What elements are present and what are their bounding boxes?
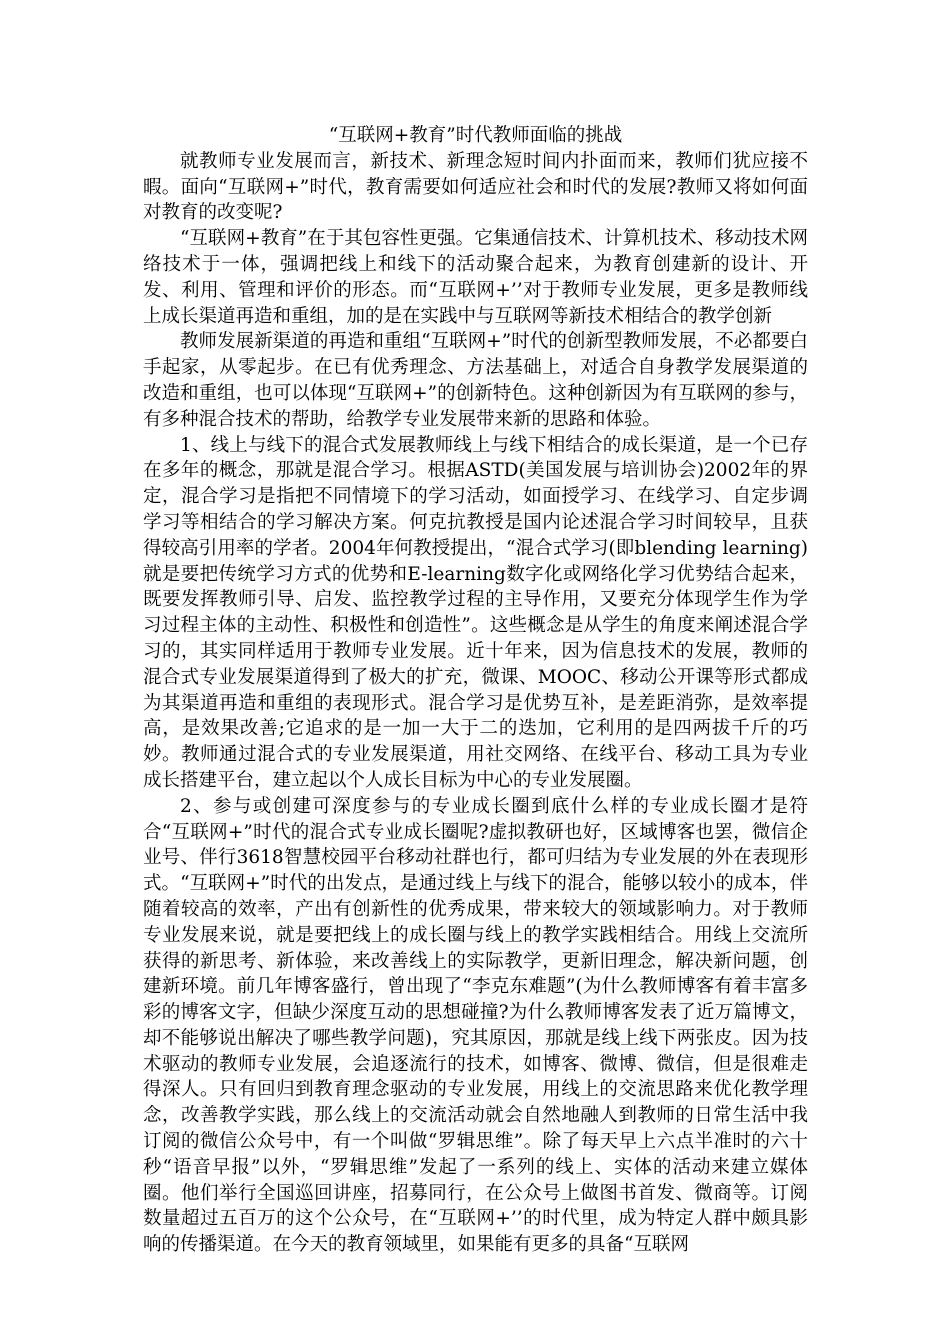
document-body (143, 123, 808, 1258)
paragraph-intro: 就教师专业发展而言，新技术、新理念短时间内扑面而来，教师们犹应接不暇。面向“互联网+”时代，教育需要如何适应社会和时代的发展?教师又将如何面对教育的改变呢? (143, 150, 808, 224)
document-title: “互联网+教育”时代教师面临的挑战 (328, 125, 623, 146)
paragraph-growth-circle: 2、参与或创建可深度参与的专业成长圈到底什么样的专业成长圈才是符合“互联网+”时代的混合式专业成长圈呢?虚拟教研也好，区域博客也罢，微信企业号、伴行3618智慧校园平台移动社群也行，都可归结为专业发展的外在表现形式。“互联网+”时代的出发点，是通过线上与线下的混合，能够以较小的成本，伴随着较高的效率，产出有创新性的优秀成果，带来较大的领域影响力。对于教师专业发展来说，就是要把线上的成长圈与线上的教学实践相结合。用线上交流所获得的新思考、新体验，来改善线上的实际教学，更新旧理念，解决新问题，创建新环境。前几年博客盛行，曾出现了“李克东难题”(为什么教师博客有着丰富多彩的博客文字，但缺少深度互动的思想碰撞?为什么教师博客发表了近万篇博文，却不能够说出解决了哪些教学问题)，究其原因，那就是线上线下两张皮。因为技术驱动的教师专业发展，会追逐流行的技术，如博客、微博、微信，但是很难走得深人。只有回归到教育理念驱动的专业发展，用线上的交流思路来优化教学理念，改善教学实践，那么线上的交流活动就会自然地融人到教师的日常生活中我订阅的微信公众号中，有一个叫做“罗辑思维”。除了每天早上六点半准时的六十秒“语音早报”以外，“罗辑思维”发起了一系列的线上、实体的活动来建立媒体圈。他们举行全国巡回讲座，招募同行，在公众号上做图书首发、微商等。订阅数量超过五百万的这个公众号，在“互联网+’’的时代里，成为特定人群中颇具影响的传播渠道。在今天的教育领域里，如果能有更多的具备“互联网 (143, 795, 808, 1256)
paragraph-internet-education: “互联网+教育”在于其包容性更强。它集通信技术、计算机技术、移动技术网络技术于一体，强调把线上和线下的活动聚合起来，为教育创建新的设计、开发、利用、管理和评价的形态。而“互联网+’’对于教师专业发展，更多是教师线上成长渠道再造和重组，加的是在实践中与互联网等新技术相结合的教学创新 (143, 228, 808, 327)
paragraph-blended-development: 1、线上与线下的混合式发展教师线上与线下相结合的成长渠道，是一个已存在多年的概念，那就是混合学习。根据ASTD(美国发展与培训协会)2002年的界定，混合学习是指把不同情境下的学习活动，如面授学习、在线学习、自定步调学习等相结合的学习解决方案。何克抗教授是国内论述混合学习时间较早，且获得较高引用率的学者。2004年何教授提出，“混合式学习(即blending learning)就是要把传统学习方式的优势和E-learning数字化或网络化学习优势结合起来，既要发挥教师引导、启发、监控教学过程的主导作用，又要充分体现学生作为学习过程主体的主动性、积极性和创造性”。这些概念是从学生的角度来阐述混合学习的，其实同样适用于教师专业发展。近十年来，因为信息技术的发展，教师的混合式专业发展渠道得到了极大的扩充，微课、MOOC、移动公开课等形式都成为其渠道再造和重组的表现形式。混合学习是优势互补，是差距消弥，是效率提高，是效果改善;它追求的是一加一大于二的迭加，它利用的是四两拔千斤的巧妙。教师通过混合式的专业发展渠道，用社交网络、在线平台、移动工具为专业成长搭建平台，建立起以个人成长目标为中心的专业发展圈。 (143, 434, 808, 791)
paragraph-new-channels: 教师发展新渠道的再造和重组“互联网+”时代的创新型教师发展，不必都要白手起家，从零起步。在已有优秀理念、方法基础上，对适合自身教学发展渠道的改造和重组，也可以体现“互联网+”的创新特色。这种创新因为有互联网的参与，有多种混合技术的帮助，给教学专业发展带来新的思路和体验。 (143, 331, 808, 430)
